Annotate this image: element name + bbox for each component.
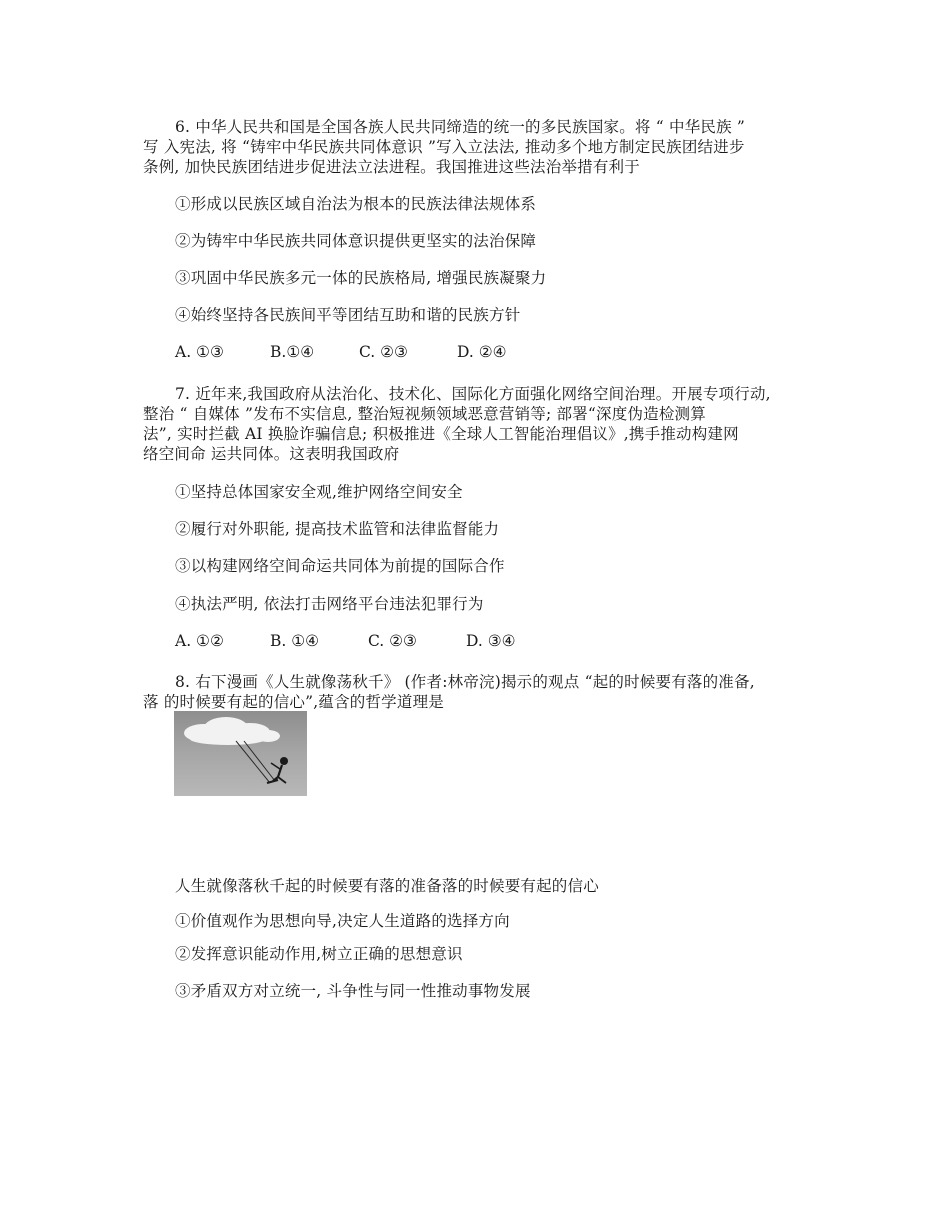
q8-item-2: ②发挥意识能动作用,树立正确的思想意识: [175, 945, 463, 963]
q6-stem-line-3: 条例, 加快民族团结进步促进法立法进程。我国推进这些法治举措有利于: [143, 158, 640, 176]
q6-option-d: D. ②④: [457, 343, 507, 361]
q6-item-4: ④始终坚持各民族间平等团结互助和谐的民族方针: [175, 306, 521, 324]
q7-stem-line-3: 法”, 实时拦截 AI 换脸诈骗信息; 积极推进《全球人工智能治理倡议》,携手推动构建网: [143, 425, 739, 443]
q7-item-3: ③以构建网络空间命运共同体为前提的国际合作: [175, 557, 505, 575]
q7-stem-line-2: 整治 “ 自媒体 ”发布不实信息, 整治短视频领域恶意营销等; 部署“深度伪造检测算: [143, 405, 706, 423]
q7-option-a: A. ①②: [175, 632, 224, 650]
q8-stem-line-2: 落 的时候要有起的信心”,蕴含的哲学道理是: [143, 693, 444, 711]
q7-option-c: C. ②③: [368, 632, 417, 650]
q6-option-a: A. ①③: [175, 343, 224, 361]
q6-stem-line-1: 6. 中华人民共和国是全国各族人民共同缔造的统一的多民族国家。将 “ 中华民族 ”: [175, 118, 746, 136]
q8-cartoon-caption: 人生就像落秋千起的时候要有落的准备落的时候要有起的信心: [175, 877, 599, 895]
q6-option-b: B.①④: [270, 343, 315, 361]
q7-item-1: ①坚持总体国家安全观,维护网络空间安全: [175, 483, 463, 501]
q7-option-b: B. ①④: [270, 632, 320, 650]
q7-options: [175, 631, 516, 651]
q6-item-2: ②为铸牢中华民族共同体意识提供更坚实的法治保障: [175, 232, 537, 250]
swing-cartoon-image: [174, 711, 307, 796]
q8-stem-line-1: 8. 右下漫画《人生就像荡秋千》 (作者:林帝浣)揭示的观点 “起的时候要有落的准备,: [175, 673, 755, 691]
q6-option-c: C. ②③: [359, 343, 408, 361]
q8-item-1: ①价值观作为思想向导,决定人生道路的选择方向: [175, 912, 510, 930]
q6-options: [175, 342, 507, 362]
q7-stem-line-4: 络空间命 运共同体。这表明我国政府: [143, 445, 400, 463]
q7-item-2: ②履行对外职能, 提高技术监管和法律监督能力: [175, 520, 500, 538]
q7-option-d: D. ③④: [466, 632, 516, 650]
q8-item-3: ③矛盾双方对立统一, 斗争性与同一性推动事物发展: [175, 982, 531, 1000]
q6-item-3: ③巩固中华民族多元一体的民族格局, 增强民族凝聚力: [175, 269, 547, 287]
q6-item-1: ①形成以民族区域自治法为根本的民族法律法规体系: [175, 195, 537, 213]
q7-item-4: ④执法严明, 依法打击网络平台违法犯罪行为: [175, 595, 484, 613]
q6-stem-line-2: 写 入宪法, 将 “铸牢中华民族共同体意识 ”写入立法法, 推动多个地方制定民族团结进步: [143, 138, 745, 156]
q7-stem-line-1: 7. 近年来,我国政府从法治化、技术化、国际化方面强化网络空间治理。开展专项行动,: [175, 385, 771, 403]
